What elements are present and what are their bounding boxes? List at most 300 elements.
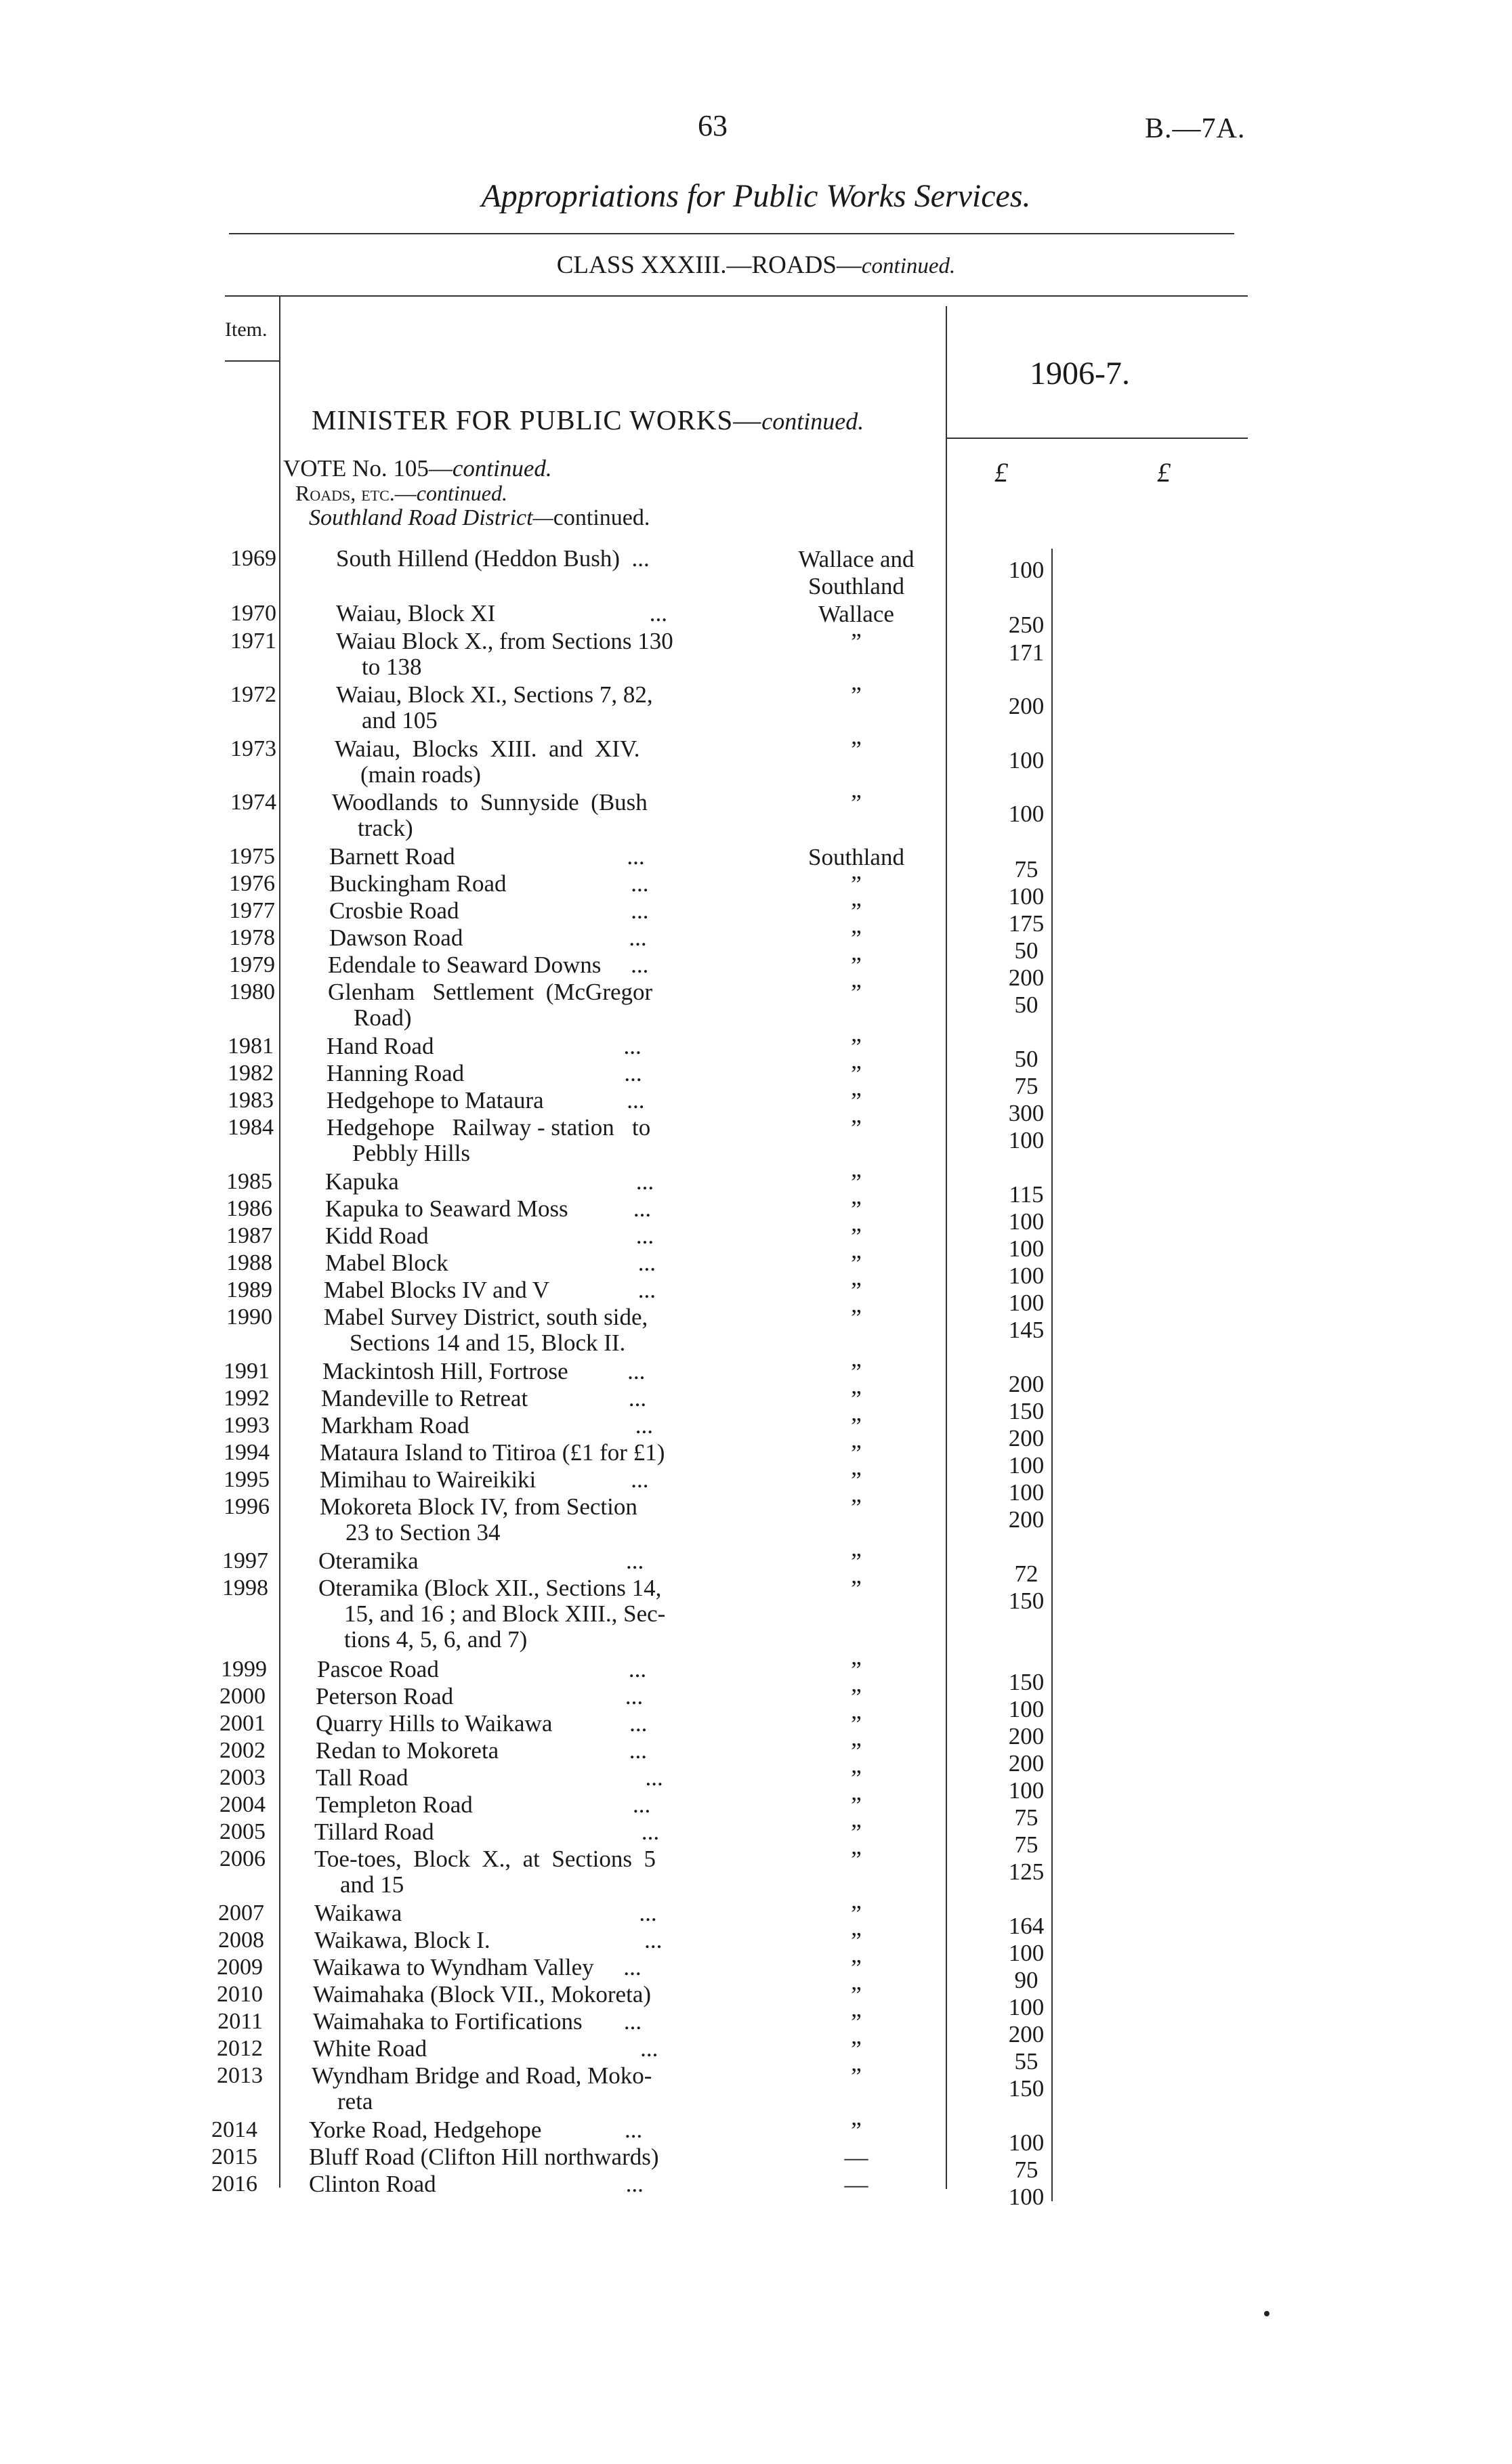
item-number: 1974 <box>230 790 276 815</box>
amount: 200 <box>1008 1723 1045 1749</box>
item-number: 1994 <box>224 1440 270 1465</box>
locality-line: Wallace and <box>798 546 915 572</box>
description-line: Mackintosh Hill, Fortrose ... <box>322 1358 646 1384</box>
description-line: tions 4, 5, 6, and 7) <box>344 1626 528 1653</box>
locality-line: ” <box>851 898 862 925</box>
description-line: Mataura Island to Titiroa (£1 for £1) <box>320 1439 665 1466</box>
locality-column-rule <box>946 306 947 2189</box>
item-description <box>332 790 648 841</box>
locality-line: ” <box>851 1115 862 1141</box>
item-number: 1993 <box>224 1413 270 1438</box>
amount: 100 <box>1008 1777 1045 1804</box>
description-line: Mandeville to Retreat ... <box>321 1385 647 1411</box>
amount: 150 <box>1008 1588 1045 1614</box>
item-number: 1977 <box>229 898 275 923</box>
locality <box>776 952 936 979</box>
item-description <box>316 1792 650 1818</box>
locality <box>776 1928 936 1955</box>
locality-line: Southland <box>808 844 904 870</box>
amount: 100 <box>1008 1290 1045 1316</box>
item-description <box>316 1684 643 1709</box>
locality-line: ” <box>851 1900 862 1927</box>
description-line: Tillard Road ... <box>314 1819 660 1845</box>
table-top-rule <box>225 295 1248 297</box>
description-line: Clinton Road ... <box>309 2171 644 2197</box>
item-number: 1976 <box>229 871 275 896</box>
item-description <box>322 1359 645 1384</box>
locality-line: ” <box>851 682 862 708</box>
item-number: 1971 <box>230 629 276 654</box>
item-description <box>313 2009 642 2035</box>
locality-line: ” <box>851 2063 862 2089</box>
description-line: Hedgehope to Mataura ... <box>327 1087 645 1113</box>
amount: 200 <box>1008 693 1045 719</box>
locality-line: ” <box>851 1169 862 1195</box>
locality-line: ” <box>851 2117 862 2144</box>
class-heading-suffix: continued. <box>861 254 956 278</box>
item-description <box>328 979 652 1031</box>
page-title: Appropriations for Public Works Services. <box>481 178 1031 214</box>
locality <box>776 1494 936 1521</box>
item-description <box>329 898 649 924</box>
locality <box>776 1846 936 1873</box>
amount: 75 <box>1014 1073 1038 1099</box>
locality <box>776 1386 936 1413</box>
amount: 72 <box>1014 1560 1038 1587</box>
locality-line: ” <box>851 979 862 1006</box>
item-description <box>320 1494 637 1546</box>
description-line: Woodlands to Sunnyside (Bush <box>332 789 648 815</box>
description-line: Yorke Road, Hedgehope ... <box>309 2117 643 2143</box>
item-number: 2014 <box>211 2117 257 2142</box>
item-number: 2003 <box>219 1765 266 1790</box>
item-number: 1972 <box>230 682 276 707</box>
amount: 50 <box>1014 937 1038 964</box>
item-description <box>314 1819 659 1845</box>
page-number: 63 <box>698 109 728 142</box>
locality-line: ” <box>851 2036 862 2062</box>
description-line: Oteramika ... <box>318 1548 644 1574</box>
locality-line: ” <box>851 790 862 816</box>
description-line: Tall Road ... <box>316 1764 663 1791</box>
amount: 115 <box>1009 1181 1044 1208</box>
item-number: 1969 <box>230 546 276 571</box>
locality <box>776 844 936 871</box>
title-rule <box>229 233 1234 234</box>
amount: 100 <box>1008 1208 1045 1235</box>
amount: 200 <box>1008 2021 1045 2047</box>
locality <box>776 2009 936 2036</box>
locality-line: ” <box>851 1928 862 1954</box>
locality <box>776 1277 936 1304</box>
locality-line: ” <box>851 1386 862 1412</box>
amount: 90 <box>1014 1967 1038 1993</box>
description-line: to 138 <box>362 654 422 680</box>
pound-header-2: £ <box>1157 457 1171 488</box>
item-description <box>316 1711 647 1737</box>
item-description <box>336 682 653 734</box>
item-number: 2001 <box>219 1711 266 1736</box>
description-line: (main roads) <box>360 761 481 788</box>
locality-line: ” <box>851 1277 862 1304</box>
locality-line: ” <box>851 629 862 655</box>
description-line: Sections 14 and 15, Block II. <box>350 1330 626 1356</box>
locality-line: ” <box>851 1657 862 1683</box>
locality <box>776 1711 936 1738</box>
roads-heading-suffix: continued. <box>416 481 507 505</box>
description-line: Hedgehope Railway - station to <box>327 1114 651 1141</box>
item-number: 1995 <box>224 1467 270 1492</box>
description-line: Waiau, Block XI., Sections 7, 82, <box>336 681 653 708</box>
item-description <box>317 1657 646 1682</box>
locality-line: ” <box>851 1304 862 1331</box>
locality-line: ” <box>851 1223 862 1250</box>
class-heading-main: CLASS XXXIII.—ROADS— <box>556 251 862 279</box>
item-description <box>316 1765 663 1791</box>
item-description <box>328 952 648 978</box>
locality-line: ” <box>851 2009 862 2035</box>
locality <box>776 546 936 600</box>
locality <box>776 1548 936 1575</box>
description-line: Redan to Mokoreta ... <box>316 1737 647 1764</box>
locality-line: Southland <box>808 573 904 599</box>
locality-line: ” <box>851 1440 862 1466</box>
locality <box>776 1088 936 1115</box>
item-description <box>309 2171 644 2197</box>
district-heading <box>309 505 650 531</box>
locality-line: — <box>844 2171 868 2198</box>
description-line: Kapuka to Seaward Moss ... <box>325 1195 652 1222</box>
locality <box>776 1900 936 1928</box>
roads-heading <box>295 481 507 506</box>
item-description <box>312 2063 652 2115</box>
locality <box>776 2171 936 2199</box>
amount: 200 <box>1008 964 1045 991</box>
locality <box>776 925 936 952</box>
item-description <box>313 1982 651 2008</box>
locality-line: ” <box>851 1711 862 1737</box>
item-number: 1986 <box>226 1196 272 1221</box>
item-description <box>325 1169 654 1195</box>
description-line: reta <box>337 2088 373 2115</box>
description-line: Dawson Road ... <box>329 925 647 951</box>
description-line: Kidd Road ... <box>325 1223 654 1249</box>
item-number: 1978 <box>229 925 275 950</box>
locality <box>776 1250 936 1277</box>
locality-line: ” <box>851 736 862 763</box>
locality <box>776 1657 936 1684</box>
item-number: 2007 <box>218 1900 264 1926</box>
amount: 164 <box>1008 1913 1045 1939</box>
description-line: Waikawa, Block I. ... <box>314 1927 663 1953</box>
item-number: 2012 <box>217 2036 263 2061</box>
locality <box>776 1819 936 1846</box>
amount: 100 <box>1008 1452 1045 1479</box>
locality <box>776 1467 936 1494</box>
item-number: 1983 <box>228 1088 274 1113</box>
amount: 100 <box>1008 1262 1045 1289</box>
locality <box>776 1955 936 1982</box>
year-header-rule <box>947 438 1248 439</box>
district-heading-main: Southland Road District— <box>309 505 553 530</box>
item-description <box>314 1928 662 1953</box>
description-line: Waiau Block X., from Sections 130 <box>336 628 673 654</box>
locality <box>776 1223 936 1250</box>
amount: 75 <box>1014 1804 1038 1831</box>
locality-line: ” <box>851 1494 862 1521</box>
amount: 200 <box>1008 1371 1045 1397</box>
locality-line: ” <box>851 1359 862 1385</box>
item-number: 1984 <box>228 1115 274 1140</box>
description-line: Waikawa ... <box>314 1900 657 1926</box>
amount: 150 <box>1008 1669 1045 1695</box>
locality <box>776 1440 936 1467</box>
item-number: 1997 <box>222 1548 268 1573</box>
amount: 171 <box>1008 639 1045 666</box>
locality-line: ” <box>851 1413 862 1439</box>
locality-line: ” <box>851 1684 862 1710</box>
description-line: Waimahaka (Block VII., Mokoreta) <box>313 1981 652 2008</box>
amount: 200 <box>1008 1750 1045 1777</box>
description-line: Oteramika (Block XII., Sections 14, <box>318 1575 662 1601</box>
locality <box>776 1359 936 1386</box>
locality-line: ” <box>851 1846 862 1873</box>
description-line: Markham Road ... <box>321 1412 653 1439</box>
locality <box>776 1575 936 1602</box>
amount: 175 <box>1008 910 1045 937</box>
amount: 100 <box>1008 1235 1045 1262</box>
item-number: 1991 <box>224 1359 270 1384</box>
vote-heading-suffix: continued. <box>452 455 552 482</box>
item-description <box>335 736 639 788</box>
item-description <box>336 601 667 626</box>
locality <box>776 1684 936 1711</box>
item-number: 1999 <box>221 1657 267 1682</box>
amount: 75 <box>1014 856 1038 883</box>
item-number: 2015 <box>211 2144 257 2169</box>
description-line: Waiau, Blocks XIII. and XIV. <box>335 736 640 762</box>
locality <box>776 1413 936 1440</box>
description-line: Pebbly Hills <box>352 1140 471 1166</box>
locality-line: ” <box>851 1548 862 1575</box>
item-description <box>325 1250 656 1276</box>
item-description <box>336 546 650 572</box>
item-number: 1973 <box>230 736 276 761</box>
item-description <box>316 1738 647 1764</box>
item-description <box>329 844 645 870</box>
item-number: 2006 <box>219 1846 266 1871</box>
item-description <box>321 1386 646 1411</box>
amount: 100 <box>1008 1940 1045 1966</box>
item-number: 2004 <box>219 1792 266 1817</box>
description-line: Hanning Road ... <box>327 1060 642 1086</box>
amount: 100 <box>1008 801 1045 827</box>
locality <box>776 1034 936 1061</box>
item-number: 2010 <box>217 1982 263 2007</box>
locality <box>776 979 936 1006</box>
item-number: 1981 <box>228 1034 274 1059</box>
item-description <box>321 1413 653 1439</box>
amount: 50 <box>1014 1046 1038 1072</box>
item-number: 2016 <box>211 2171 257 2196</box>
amount: 125 <box>1008 1858 1045 1885</box>
item-description <box>325 1196 651 1222</box>
item-description <box>324 1277 656 1303</box>
amount: 145 <box>1008 1317 1045 1343</box>
description-line: 23 to Section 34 <box>345 1519 501 1546</box>
description-line: Templeton Road ... <box>316 1791 651 1818</box>
amount: 150 <box>1008 1398 1045 1424</box>
description-line: Mimihau to Waireikiki ... <box>320 1466 649 1493</box>
description-line: Edendale to Seaward Downs ... <box>328 952 649 978</box>
item-number: 2008 <box>218 1928 264 1953</box>
description-line: Hand Road ... <box>327 1033 642 1059</box>
vote-heading <box>283 455 552 482</box>
description-line: Mabel Block ... <box>325 1250 656 1276</box>
locality <box>776 790 936 817</box>
locality-line: ” <box>851 1765 862 1791</box>
vote-heading-main: VOTE No. 105— <box>283 455 453 482</box>
locality-line: — <box>844 2144 868 2171</box>
item-description <box>336 629 673 680</box>
locality-line: ” <box>851 1196 862 1223</box>
locality-line: ” <box>851 1819 862 1846</box>
item-number: 1979 <box>229 952 275 977</box>
item-description <box>313 2036 658 2062</box>
class-heading <box>0 251 1512 280</box>
amount: 100 <box>1008 747 1045 773</box>
item-number: 2002 <box>219 1738 266 1763</box>
locality <box>776 2117 936 2144</box>
locality <box>776 2063 936 2090</box>
locality-line: Wallace <box>818 601 894 627</box>
amount: 100 <box>1008 1479 1045 1506</box>
minister-heading-suffix: continued. <box>761 408 864 435</box>
item-description <box>327 1034 642 1059</box>
item-column-header: Item. <box>225 318 268 341</box>
amount: 250 <box>1008 612 1045 638</box>
item-column-rule <box>279 295 280 2188</box>
locality <box>776 1982 936 2009</box>
item-description <box>309 2117 642 2143</box>
amount: 200 <box>1008 1506 1045 1533</box>
description-line: Pascoe Road ... <box>317 1656 647 1682</box>
locality <box>776 736 936 763</box>
item-description <box>320 1467 649 1493</box>
pound-header-1: £ <box>994 457 1008 488</box>
description-line: and 15 <box>340 1871 404 1898</box>
item-number: 1970 <box>230 601 276 626</box>
description-line: Barnett Road ... <box>329 843 645 870</box>
description-line: Peterson Road ... <box>316 1683 644 1709</box>
item-number: 1988 <box>226 1250 272 1275</box>
minister-heading <box>312 404 864 436</box>
item-number: 2013 <box>217 2063 263 2088</box>
item-description <box>320 1440 665 1466</box>
item-header-rule <box>225 360 280 362</box>
amount: 100 <box>1008 1696 1045 1722</box>
locality <box>776 1115 936 1142</box>
district-heading-suffix: continued. <box>553 505 650 530</box>
description-line: White Road ... <box>313 2035 658 2062</box>
description-line: Wyndham Bridge and Road, Moko- <box>312 2062 652 2089</box>
item-description <box>313 1955 642 1980</box>
description-line: South Hillend (Heddon Bush) ... <box>336 545 650 572</box>
item-description <box>327 1115 650 1166</box>
locality <box>776 2144 936 2171</box>
amount: 100 <box>1008 2184 1045 2210</box>
item-number: 2005 <box>219 1819 266 1844</box>
amount: 100 <box>1008 557 1045 583</box>
description-line: Mabel Survey District, south side, <box>324 1304 648 1330</box>
item-number: 1996 <box>224 1494 270 1519</box>
amount: 200 <box>1008 1425 1045 1451</box>
locality-line: ” <box>851 1792 862 1819</box>
locality-line: ” <box>851 952 862 979</box>
item-number: 1982 <box>228 1061 274 1086</box>
locality <box>776 1196 936 1223</box>
amount: 300 <box>1008 1100 1045 1126</box>
locality-line: ” <box>851 1061 862 1087</box>
locality-line: ” <box>851 1250 862 1277</box>
locality <box>776 629 936 656</box>
description-line: Mokoreta Block IV, from Section <box>320 1493 637 1520</box>
locality-line: ” <box>851 925 862 952</box>
item-number: 1987 <box>226 1223 272 1248</box>
description-line: track) <box>358 815 413 841</box>
locality <box>776 1738 936 1765</box>
description-line: 15, and 16 ; and Block XIII., Sec- <box>344 1600 666 1627</box>
document-reference: B.—7A. <box>1145 113 1246 144</box>
description-line: Kapuka ... <box>325 1168 654 1195</box>
description-line: Bluff Road (Clifton Hill northwards) <box>309 2144 659 2170</box>
locality <box>776 898 936 925</box>
item-description <box>329 925 647 951</box>
item-number: 1975 <box>229 844 275 869</box>
locality-line: ” <box>851 1088 862 1114</box>
roads-heading-main: Roads, etc.— <box>295 481 417 505</box>
item-description <box>324 1304 648 1356</box>
minister-heading-main: MINISTER FOR PUBLIC WORKS— <box>312 404 762 436</box>
locality-line: ” <box>851 1955 862 1981</box>
description-line: Glenham Settlement (McGregor <box>328 979 653 1005</box>
locality <box>776 1304 936 1332</box>
locality-line: ” <box>851 1467 862 1493</box>
locality <box>776 682 936 709</box>
description-line: Waimahaka to Fortifications ... <box>313 2008 642 2035</box>
amount: 75 <box>1014 2157 1038 2183</box>
item-description <box>327 1088 644 1113</box>
locality <box>776 601 936 628</box>
description-line: Crosbie Road ... <box>329 897 649 924</box>
item-description <box>327 1061 642 1086</box>
description-line: Waikawa to Wyndham Valley ... <box>313 1954 642 1980</box>
locality <box>776 1061 936 1088</box>
item-number: 1980 <box>229 979 275 1004</box>
amount: 100 <box>1008 883 1045 910</box>
amount: 150 <box>1008 2075 1045 2102</box>
item-description <box>314 1900 657 1926</box>
item-description <box>329 871 649 897</box>
locality <box>776 1765 936 1792</box>
locality-line: ” <box>851 1575 862 1602</box>
item-description <box>309 2144 659 2170</box>
locality-line: ” <box>851 871 862 897</box>
description-line: Buckingham Road ... <box>329 870 649 897</box>
description-line: Mabel Blocks IV and V ... <box>324 1277 656 1303</box>
item-number: 1992 <box>224 1386 270 1411</box>
locality <box>776 871 936 898</box>
